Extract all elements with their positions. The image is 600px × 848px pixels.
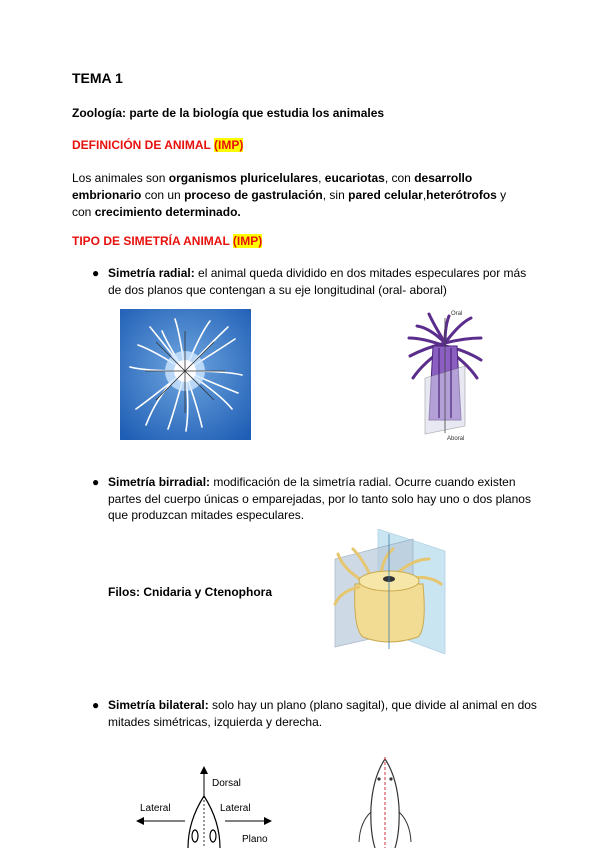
- definition-keyword: eucariotas: [324, 171, 385, 185]
- aboral-label: Aboral: [447, 436, 465, 442]
- definition-keyword: proceso de gastrulación: [184, 188, 323, 202]
- definition-text: Los animales son: [72, 171, 169, 185]
- definition-paragraph: [72, 170, 522, 221]
- definition-text: ,: [422, 188, 427, 202]
- definition-keyword: organismos pluricelulares: [168, 171, 319, 185]
- page-title: TEMA 1: [72, 70, 123, 86]
- radial-text: el animal queda dividido en dos mitades especulares por más de dos planos que contengan a su eje longitudinal (oral- aboral): [108, 266, 527, 297]
- zoologia-text: parte de la biología que estudia los animales: [126, 106, 385, 120]
- radial-planes-diagram: [405, 308, 485, 442]
- lateral-left-label: Lateral: [140, 803, 171, 814]
- lateral-right-label: Lateral: [220, 803, 251, 814]
- zoologia-definition: [72, 106, 384, 120]
- zoologia-term: Zoología:: [72, 106, 126, 120]
- bilateral-text: solo hay un plano (plano sagital), que divide al animal en dos mitades simétricas, izquierda y derecha.: [108, 698, 537, 729]
- definition-text: , sin: [322, 188, 349, 202]
- birradial-diagram: [333, 529, 453, 654]
- bullet-dot: ●: [92, 266, 100, 280]
- bilateral-animal-diagram: [355, 757, 415, 848]
- definition-text: y con: [72, 188, 507, 219]
- bullet-dot: ●: [92, 698, 100, 712]
- simetria-imp-badge: (IMP): [232, 234, 263, 248]
- bilateral-axes-diagram: [130, 766, 280, 848]
- bullet-dot: ●: [92, 475, 100, 489]
- definition-keyword: crecimiento determinado.: [94, 205, 241, 219]
- simetria-heading: [72, 234, 262, 248]
- definicion-heading: [72, 138, 243, 152]
- definition-keyword: heterótrofos: [426, 188, 497, 202]
- definition-text: con un: [141, 188, 185, 202]
- definition-text: , con: [384, 171, 415, 185]
- oral-label: Oral: [451, 311, 463, 317]
- plano-label: Plano: [242, 834, 268, 845]
- definition-keyword: desarrollo embrionario: [72, 171, 473, 202]
- birradial-text: modificación de la simetría radial. Ocurre cuando existen partes del cuerpo únicas o emparejadas, por lo tanto solo hay uno o dos planos que produzcan mitades especulares.: [108, 475, 531, 522]
- definition-keyword: pared celular: [348, 188, 423, 202]
- definition-text: ,: [318, 171, 325, 185]
- simetria-heading-text: TIPO DE SIMETRÍA ANIMAL: [72, 234, 233, 248]
- filos-label: Filos: Cnidaria y Ctenophora: [108, 585, 273, 599]
- dorsal-label: Dorsal: [212, 778, 241, 789]
- birradial-term: Simetría birradial:: [108, 475, 211, 489]
- bullet-bilateral: [92, 697, 538, 730]
- definicion-heading-text: DEFINICIÓN DE ANIMAL: [72, 138, 215, 152]
- definicion-imp-badge: (IMP): [214, 138, 244, 152]
- radial-term: Simetría radial:: [108, 266, 195, 280]
- bilateral-term: Simetría bilateral:: [108, 698, 209, 712]
- radial-anemone-image: [120, 309, 251, 440]
- bullet-radial: [92, 265, 538, 298]
- bullet-birradial: [92, 474, 538, 524]
